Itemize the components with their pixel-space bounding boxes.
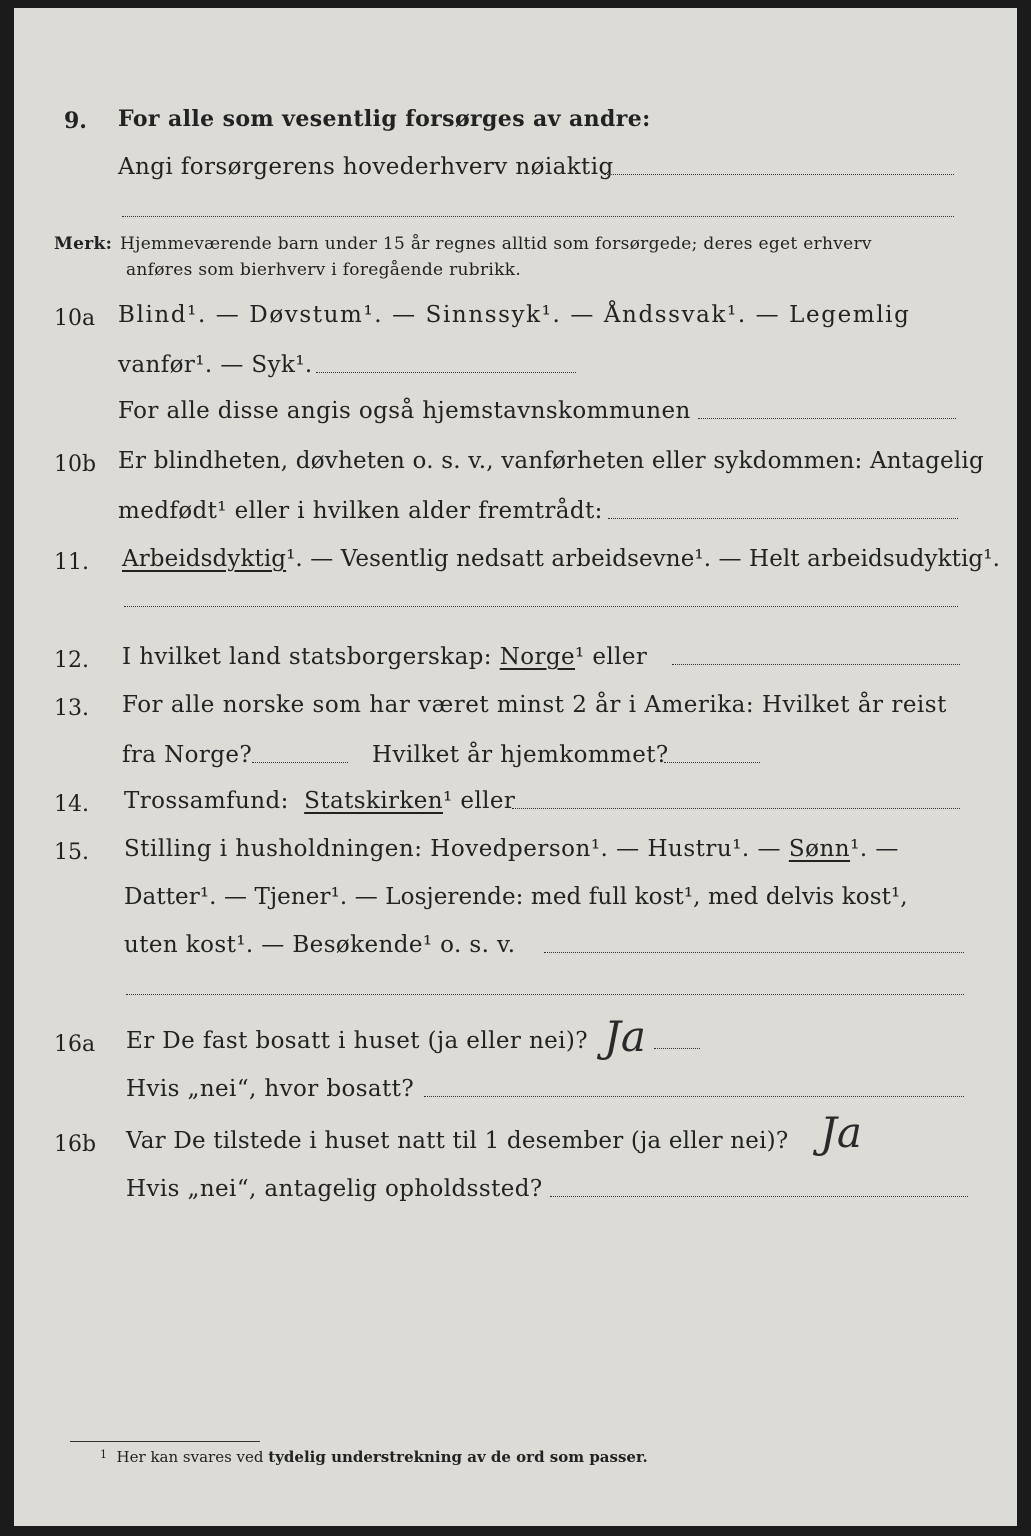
footnote-text: Her kan svares ved: [116, 1448, 264, 1466]
footnote-bold-text: tydelig understrekning av de ord som passer.: [268, 1448, 648, 1466]
merk-line-1: Hjemmeværende barn under 15 år regnes alltid som forsørgede; deres eget erhverv: [120, 234, 872, 254]
q10a-number: 10a: [54, 306, 96, 331]
q15-line-1-pre: Stilling i husholdningen: Hovedperson¹. — Hustru¹. —: [124, 836, 782, 862]
q12-post: ¹ eller: [575, 644, 648, 670]
q14-underlined-answer: Statskirken: [304, 788, 443, 814]
footnote-rule: [70, 1441, 260, 1442]
q15-underlined-answer: Sønn: [788, 836, 851, 862]
q16b-line-1: Var De tilstede i huset natt til 1 desember (ja eller nei)?: [126, 1128, 789, 1154]
q15-line-2: Datter¹. — Tjener¹. — Losjerende: med full kost¹, med delvis kost¹,: [124, 884, 908, 910]
census-form-page: [14, 8, 1017, 1526]
q10a-line-3: For alle disse angis også hjemstavnskommunen: [118, 398, 691, 424]
q16b-number: 16b: [54, 1132, 97, 1157]
q13-line-2b: Hvilket år hjemkommet?: [372, 742, 669, 768]
footnote: [100, 1448, 648, 1466]
q10a-line-1: Blind¹. — Døvstum¹. — Sinnssyk¹. — Åndssvak¹. — Legemlig: [118, 302, 911, 328]
q10b-line-2: medfødt¹ eller i hvilken alder fremtrådt:: [118, 498, 603, 524]
q12-number: 12.: [54, 648, 89, 673]
merk-line-2: anføres som bierhverv i foregående rubrikk.: [126, 260, 522, 280]
q16b-location-line[interactable]: [550, 1196, 968, 1197]
q12-answer-line[interactable]: [672, 664, 960, 665]
q16a-line-2: Hvis „nei“, hvor bosatt?: [126, 1076, 415, 1102]
q12-line: [122, 644, 647, 670]
q14-prompt: Trossamfund:: [124, 788, 289, 814]
q13-line-2a: fra Norge?: [122, 742, 253, 768]
q10a-answer-line[interactable]: [316, 372, 576, 373]
q11-underlined-answer: Arbeidsdyktig: [122, 546, 287, 572]
q10b-answer-line[interactable]: [608, 518, 958, 519]
q10b-line-1: Er blindheten, døvheten o. s. v., vanførheten eller sykdommen: Antagelig: [118, 448, 984, 474]
merk-label: Merk:: [54, 234, 113, 254]
q13-departure-line[interactable]: [252, 762, 348, 763]
q9-prompt: Angi forsørgerens hovederhverv nøiaktig: [118, 154, 614, 180]
q9-answer-line-2[interactable]: [122, 216, 954, 217]
q14-number: 14.: [54, 792, 89, 817]
q15-line-1-post: ¹. —: [850, 836, 899, 862]
q11-answer-line[interactable]: [124, 606, 958, 607]
q10a-hometown-line[interactable]: [698, 418, 956, 419]
q15-line-1: [124, 836, 899, 862]
q16a-answer-line[interactable]: [654, 1048, 700, 1049]
q16a-line-1: Er De fast bosatt i huset (ja eller nei)?: [126, 1028, 589, 1054]
q16b-line-2: Hvis „nei“, antagelig opholdssted?: [126, 1176, 543, 1202]
q15-answer-line[interactable]: [544, 952, 964, 953]
q12-prompt: I hvilket land statsborgerskap:: [122, 644, 492, 670]
q10a-line-2: vanfør¹. — Syk¹.: [118, 352, 313, 378]
q15-number: 15.: [54, 840, 89, 865]
q14-answer-line[interactable]: [512, 808, 960, 809]
q16a-number: 16a: [54, 1032, 96, 1057]
q9-answer-line[interactable]: [604, 174, 954, 175]
q13-return-line[interactable]: [664, 762, 760, 763]
q11-rest: ¹. — Vesentlig nedsatt arbeidsevne¹. — Helt arbeidsudyktig¹.: [286, 546, 1000, 572]
q15-line-3: uten kost¹. — Besøkende¹ o. s. v.: [124, 932, 516, 958]
q14-post: ¹ eller: [442, 788, 516, 814]
q16a-handwritten-answer: Ja: [604, 1012, 646, 1061]
q14-line: [124, 788, 515, 814]
q11-number: 11.: [54, 550, 89, 575]
q11-line: [122, 546, 1000, 572]
q13-line-1: For alle norske som har været minst 2 år i Amerika: Hvilket år reist: [122, 692, 947, 718]
q10b-number: 10b: [54, 452, 97, 477]
q15-answer-line-2[interactable]: [126, 994, 964, 995]
q16a-residence-line[interactable]: [424, 1096, 964, 1097]
q12-underlined-answer: Norge: [499, 644, 575, 670]
q13-number: 13.: [54, 696, 89, 721]
q9-number: 9.: [64, 108, 87, 134]
footnote-mark: 1: [100, 1448, 107, 1461]
q16b-handwritten-answer: Ja: [820, 1108, 862, 1157]
q9-heading: For alle som vesentlig forsørges av andre:: [118, 106, 651, 132]
